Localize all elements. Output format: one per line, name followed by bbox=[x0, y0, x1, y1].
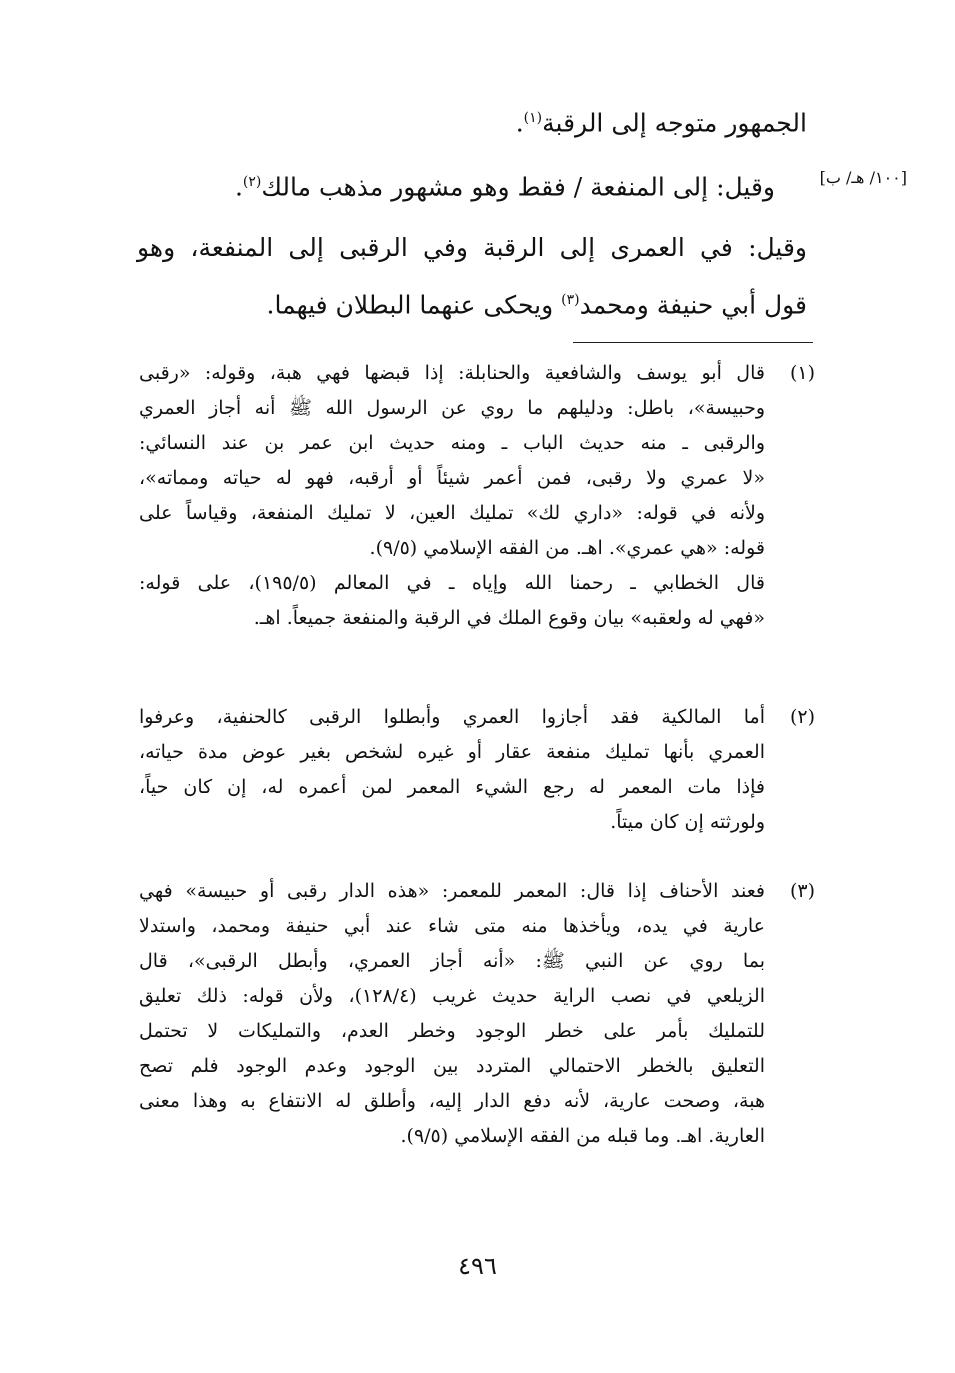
footnote-line: أما المالكية فقد أجازوا العمري وأبطلوا الرقبى كالحنفية، وعرفوا bbox=[139, 706, 765, 728]
footnote-number: (٢) bbox=[789, 706, 815, 728]
page-number: ٤٩٦ bbox=[458, 1252, 497, 1280]
footnote-line: للتمليك بأمر على خطر الوجود وخطر العدم، والتمليكات لا تحتمل bbox=[139, 1020, 765, 1042]
footnote-divider bbox=[573, 342, 813, 343]
footnote-line: الزيلعي في نصب الراية حديث غريب (١٢٨/٤)، ولأن قوله: ذلك تعليق bbox=[139, 985, 765, 1007]
footnote-text bbox=[139, 700, 765, 840]
footnote-line: بما روي عن النبي ﷺ: «أنه أجاز العمري، وأبطل الرقبى»، قال bbox=[139, 950, 765, 972]
footnote-ref-2[interactable]: (٢) bbox=[242, 174, 262, 190]
main-text-segment: ويحكى عنهما البطلان فيهما. bbox=[266, 290, 562, 320]
main-text-line-3: وقيل: في العمرى إلى الرقبة وفي الرقبى إلى المنفعة، وهو bbox=[137, 233, 807, 262]
footnote-line: قال الخطابي ـ رحمنا الله وإياه ـ في المعالم (١٩٥/٥)، على قوله: bbox=[139, 572, 765, 594]
footnote-line: العمري بأنها تمليك منفعة عقار أو غيره لشخص بغير عوض مدة حياته، bbox=[139, 741, 765, 763]
main-text-line-1 bbox=[137, 92, 807, 149]
footnote-line: والرقبى ـ منه حديث الباب ـ ومنه حديث ابن عمر بن عند النسائي: bbox=[139, 432, 765, 454]
footnote-line: العارية. اهـ. وما قبله من الفقه الإسلامي (٩/٥). bbox=[400, 1125, 765, 1147]
footnote-line: فإذا مات المعمر له رجع الشيء المعمر لمن أعمره له، إن كان حياً، bbox=[139, 776, 765, 798]
manuscript-folio-marker: [١٠٠/ هـ/ ب] bbox=[819, 168, 907, 187]
footnote-number: (٣) bbox=[789, 880, 815, 902]
footnote-line: عارية في يده، ويأخذها منه متى شاء عند أبي حنيفة ومحمد، واستدلا bbox=[139, 915, 765, 937]
main-text-segment: قول أبي حنيفة ومحمد bbox=[579, 290, 807, 320]
footnote-text bbox=[139, 356, 765, 636]
footnote-line: «لا عمري ولا رقبى، فمن أعمر شيئاً أو أرقبه، فهو له حياته ومماته»، bbox=[139, 467, 765, 489]
footnote-ref-3[interactable]: (٣) bbox=[561, 292, 580, 308]
footnote-ref-1[interactable]: (١) bbox=[523, 110, 543, 126]
main-text-line-2 bbox=[145, 156, 775, 213]
footnote-line: وحبيسة»، باطل: ودليلهم ما روي عن الرسول الله ﷺ أنه أجاز العمري bbox=[139, 397, 765, 419]
main-text-line-4 bbox=[137, 274, 807, 331]
footnote-line: ولورثته إن كان ميتاً. bbox=[610, 811, 765, 833]
footnote-line: قوله: «هي عمري». اهـ. من الفقه الإسلامي (٩/٥). bbox=[369, 537, 765, 559]
main-text-segment: الجمهور متوجه إلى الرقبة bbox=[542, 108, 807, 138]
footnote-line: التعليق بالخطر الاحتمالي المتردد بين الوجود وعدم الوجود فلم تصح bbox=[139, 1055, 765, 1077]
footnote-number: (١) bbox=[789, 362, 815, 384]
footnote-text bbox=[139, 874, 765, 1154]
footnote-line: ولأنه في قوله: «داري لك» تمليك العين، لا تمليك المنفعة، وقياساً على bbox=[139, 502, 765, 524]
main-text-end: . bbox=[515, 108, 524, 138]
main-text-segment: وقيل: إلى المنفعة / فقط وهو مشهور مذهب مالك bbox=[261, 172, 775, 202]
footnote-line: هبة، وصحت عارية، لأنه دفع الدار إليه، وأطلق له الانتفاع به وهذا معنى bbox=[139, 1090, 765, 1112]
main-text-end: . bbox=[234, 172, 243, 202]
footnote-line: قال أبو يوسف والشافعية والحنابلة: إذا قبضها فهي هبة، وقوله: «رقبى bbox=[139, 362, 765, 384]
footnote-line: «فهي له ولعقبه» بيان وقوع الملك في الرقبة والمنفعة جميعاً. اهـ. bbox=[253, 607, 765, 629]
footnote-line: فعند الأحناف إذا قال: المعمر للمعمر: «هذه الدار رقبى أو حبيسة» فهي bbox=[139, 880, 765, 902]
